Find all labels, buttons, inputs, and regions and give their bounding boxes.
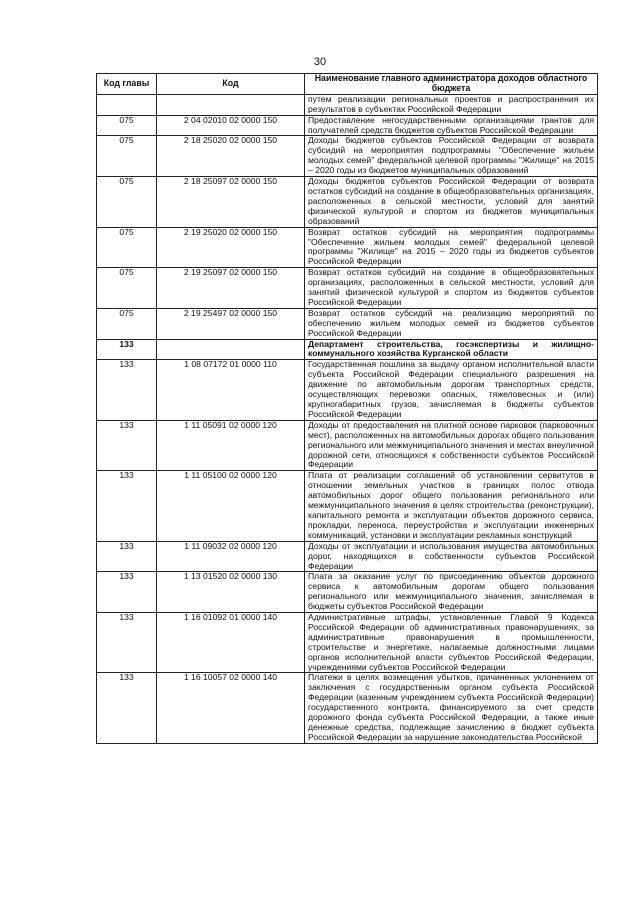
table-row <box>97 572 598 613</box>
header-chapter-code: Код главы <box>97 74 157 95</box>
chapter-code-cell: 075 <box>97 227 157 268</box>
description-cell: Платежи в целях возмещения убытков, причиненных уклонением от заключения с государственным органом субъекта Российской Федерации (казенным учреждением субъекта Российской Федерации) государственного контракта, финансируемого за счет средств дорожного фонда субъекта Российской Федерации, а также иные денежные средства, подлежащие зачислению в бюджет субъекта Российской Федерации за нарушение законодательства Российской <box>305 673 598 743</box>
description-cell: Административные штрафы, установленные Главой 9 Кодекса Российской Федерации об административных правонарушениях, за административные правонарушения в промышленности, строительстве и энергетике, налагаемые должностными лицами органов исполнительной власти субъектов Российской Федерации, учреждениями субъектов Российской Федерации <box>305 613 598 673</box>
code-cell: 2 18 25020 02 0000 150 <box>157 136 305 177</box>
code-cell: 1 16 10057 02 0000 140 <box>157 673 305 743</box>
table-row <box>97 613 598 673</box>
description-cell: путем реализации региональных проектов и распространения их результатов в субъектах Российской Федерации <box>305 94 598 115</box>
chapter-code-cell: 075 <box>97 308 157 339</box>
table-row <box>97 115 598 136</box>
code-cell: 1 11 05091 02 0000 120 <box>157 420 305 471</box>
header-code: Код <box>157 74 305 95</box>
chapter-code-cell: 133 <box>97 360 157 420</box>
table-row <box>97 177 598 228</box>
table-body <box>97 94 598 743</box>
table-header-row <box>97 74 598 95</box>
page-number: 30 <box>313 56 327 68</box>
chapter-code-cell: 133 <box>97 673 157 743</box>
chapter-code-cell: 133 <box>97 420 157 471</box>
code-cell: 1 11 05100 02 0000 120 <box>157 471 305 541</box>
code-cell: 1 08 07172 01 0000 110 <box>157 360 305 420</box>
table-row <box>97 673 598 743</box>
chapter-code-cell: 133 <box>97 541 157 572</box>
code-cell <box>157 94 305 115</box>
header-administrator-name: Наименование главного администратора доходов областного бюджета <box>305 74 598 95</box>
code-cell: 2 19 25097 02 0000 150 <box>157 268 305 309</box>
description-cell: Доходы бюджетов субъектов Российской Федерации от возврата остатков субсидий на создание в общеобразовательных организациях, расположенных в сельской местности, условий для занятий физической культурой и спортом из бюджетов муниципальных образований <box>305 177 598 228</box>
table-row <box>97 360 598 420</box>
description-cell: Предоставление негосударственными организациями грантов для получателей средств бюджетов субъектов Российской Федерации <box>305 115 598 136</box>
description-cell: Государственная пошлина за выдачу органом исполнительной власти субъекта Российской Федерации специального разрешения на движение по автомобильным дорогам транспортных средств, осуществляющих перевозки опасных, тяжеловесных и (или) крупногабаритных грузов, зачисляемая в бюджеты субъектов Российской Федерации <box>305 360 598 420</box>
table-row <box>97 268 598 309</box>
code-cell: 2 19 25497 02 0000 150 <box>157 308 305 339</box>
description-cell: Возврат остатков субсидий на реализацию мероприятий по обеспечению жильем молодых семей из бюджетов субъектов Российской Федерации <box>305 308 598 339</box>
code-cell: 1 11 09032 02 0000 120 <box>157 541 305 572</box>
chapter-code-cell: 133 <box>97 471 157 541</box>
description-cell: Возврат остатков субсидий на создание в общеобразовательных организациях, расположенных в сельской местности, условий для занятий физической культурой и спортом из бюджетов субъектов Российской Федерации <box>305 268 598 309</box>
chapter-code-cell: 133 <box>97 339 157 360</box>
revenue-administrators-table <box>96 73 598 744</box>
code-cell: 2 19 25020 02 0000 150 <box>157 227 305 268</box>
table-row <box>97 339 598 360</box>
code-cell: 2 04 02010 02 0000 150 <box>157 115 305 136</box>
chapter-code-cell: 133 <box>97 613 157 673</box>
code-cell <box>157 339 305 360</box>
description-cell: Доходы от предоставления на платной основе парковок (парковочных мест), расположенных на автомобильных дорогах общего пользования регионального или межмуниципального значения и местах внеуличной дорожной сети, относящихся к собственности субъектов Российской Федерации <box>305 420 598 471</box>
table-row <box>97 471 598 541</box>
description-cell: Доходы бюджетов субъектов Российской Федерации от возврата субсидий на мероприятия подпрограммы "Обеспечение жильем молодых семей" федеральной целевой программы "Жилище" на 2015 – 2020 годы из бюджетов муниципальных образований <box>305 136 598 177</box>
table-row <box>97 136 598 177</box>
table-row <box>97 420 598 471</box>
chapter-code-cell: 075 <box>97 268 157 309</box>
table-row <box>97 541 598 572</box>
description-cell: Доходы от эксплуатации и использования имущества автомобильных дорог, находящихся в собственности субъектов Российской Федерации <box>305 541 598 572</box>
chapter-code-cell <box>97 94 157 115</box>
chapter-code-cell: 133 <box>97 572 157 613</box>
description-cell: Плата от реализации соглашений об установлении сервитутов в отношении земельных участков в границах полос отвода автомобильных дорог общего пользования регионального или межмуниципального значения в целях строительства (реконструкции), капитального ремонта и эксплуатации объектов дорожного сервиса, прокладки, переноса, переустройства и эксплуатации инженерных коммуникаций, установки и эксплуатации рекламных конструкций <box>305 471 598 541</box>
chapter-code-cell: 075 <box>97 177 157 228</box>
code-cell: 2 18 25097 02 0000 150 <box>157 177 305 228</box>
code-cell: 1 13 01520 02 0000 130 <box>157 572 305 613</box>
code-cell: 1 16 01092 01 0000 140 <box>157 613 305 673</box>
table-row <box>97 227 598 268</box>
description-cell: Департамент строительства, госэкспертизы и жилищно-коммунального хозяйства Курганской области <box>305 339 598 360</box>
description-cell: Возврат остатков субсидий на мероприятия подпрограммы "Обеспечение жильем молодых семей" федеральной целевой программы "Жилище" на 2015 – 2020 годы из бюджетов субъектов Российской Федерации <box>305 227 598 268</box>
table-row <box>97 308 598 339</box>
chapter-code-cell: 075 <box>97 136 157 177</box>
chapter-code-cell: 075 <box>97 115 157 136</box>
description-cell: Плата за оказание услуг по присоединению объектов дорожного сервиса к автомобильным дорогам общего пользования регионального или межмуниципального значения, зачисляемая в бюджеты субъектов Российской Федерации <box>305 572 598 613</box>
table-row <box>97 94 598 115</box>
